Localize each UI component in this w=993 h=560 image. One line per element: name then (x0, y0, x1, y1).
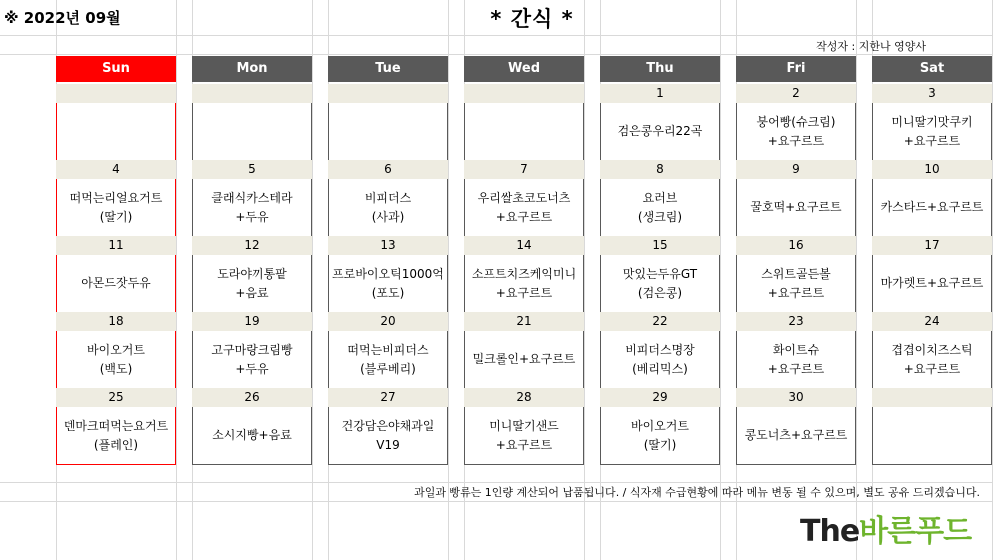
menu-cell-sat (872, 103, 992, 161)
menu-cell-thu (600, 179, 720, 237)
menu-item-text: V19 (376, 437, 400, 452)
date-cell-thu: 29 (600, 388, 720, 407)
menu-item-text: 콩도너츠+요구르트 (744, 428, 848, 442)
menu-item-text: 요러브 (642, 190, 678, 205)
menu-item-text: 꿀호떡+요구르트 (750, 200, 842, 214)
menu-item-text: +음료 (235, 285, 269, 300)
menu-cell-sun (56, 179, 176, 237)
day-header-mon: Mon (192, 56, 312, 82)
brand-logo (800, 506, 971, 550)
menu-cell-sat (872, 255, 992, 313)
menu-item-text: 우리쌀초코도너츠 (477, 190, 571, 205)
menu-item-text: +요구르트 (767, 361, 825, 376)
menu-item-text: 미니딸기샌드 (489, 418, 559, 433)
date-cell-tue: 20 (328, 312, 448, 331)
menu-item-text: 도라야끼통팥 (217, 266, 287, 281)
menu-item-text: 맛있는두유GT (622, 266, 698, 281)
date-cell-sun: 11 (56, 236, 176, 255)
menu-item-text: +요구르트 (767, 285, 825, 300)
date-cell-sun: 4 (56, 160, 176, 179)
menu-item-text: 소프트치즈케익미니 (471, 266, 577, 281)
brand-the: The (800, 514, 860, 549)
date-cell-fri: 30 (736, 388, 856, 407)
menu-item-text: +요구르트 (903, 133, 961, 148)
menu-item-text: 건강담은야채과일 (341, 418, 435, 433)
menu-item-text: +요구르트 (495, 209, 553, 224)
menu-item-text: 프로바이오틱1000억 (332, 266, 444, 281)
date-cell-sat: 17 (872, 236, 992, 255)
date-cell-mon (192, 84, 312, 103)
menu-cell-thu (600, 407, 720, 465)
menu-item-text: (생크림) (637, 209, 683, 224)
menu-item-text: 떠먹는비피더스 (347, 342, 429, 357)
menu-item-text: (검은콩) (637, 285, 683, 300)
menu-item-text: (딸기) (99, 209, 133, 224)
day-header-sun: Sun (56, 56, 176, 82)
menu-cell-mon (192, 331, 312, 389)
date-cell-fri: 9 (736, 160, 856, 179)
menu-item-text: 밀크롤인+요구르트 (472, 352, 576, 366)
menu-cell-fri (736, 179, 856, 237)
menu-cell-wed (464, 103, 584, 161)
day-header-tue: Tue (328, 56, 448, 82)
menu-item-text: (백도) (99, 361, 133, 376)
day-header-wed: Wed (464, 56, 584, 82)
menu-cell-tue (328, 255, 448, 313)
menu-cell-fri (736, 255, 856, 313)
date-cell-wed: 7 (464, 160, 584, 179)
date-cell-tue: 27 (328, 388, 448, 407)
date-cell-thu: 1 (600, 84, 720, 103)
brand-name: 바른푸드 (859, 514, 972, 549)
date-cell-sun: 18 (56, 312, 176, 331)
date-cell-mon: 19 (192, 312, 312, 331)
footnote: 과일과 빵류는 1인량 계산되어 납품됩니다. / 식자재 수급현황에 따라 메뉴 변동 될 수 있으며, 별도 공유 드리겠습니다. (414, 486, 980, 499)
page-title: * 간식 * (490, 7, 574, 31)
menu-cell-sun (56, 331, 176, 389)
date-cell-sat: 3 (872, 84, 992, 103)
date-cell-thu: 8 (600, 160, 720, 179)
date-cell-tue: 13 (328, 236, 448, 255)
day-header-sat: Sat (872, 56, 992, 82)
menu-cell-wed (464, 407, 584, 465)
menu-item-text: 마가렛트+요구르트 (880, 276, 984, 290)
menu-item-text: (딸기) (643, 437, 677, 452)
date-cell-mon: 12 (192, 236, 312, 255)
menu-cell-fri (736, 331, 856, 389)
menu-cell-fri (736, 103, 856, 161)
menu-item-text: 바이오거트 (87, 342, 145, 357)
menu-item-text: 카스타드+요구르트 (880, 200, 984, 214)
menu-cell-wed (464, 331, 584, 389)
date-cell-fri: 16 (736, 236, 856, 255)
date-cell-sat: 24 (872, 312, 992, 331)
menu-item-text: +요구르트 (495, 285, 553, 300)
menu-item-text: 겹겹이치즈스틱 (891, 342, 973, 357)
date-cell-sat (872, 388, 992, 407)
menu-cell-mon (192, 407, 312, 465)
menu-item-text: (포도) (371, 285, 405, 300)
date-cell-wed: 21 (464, 312, 584, 331)
menu-cell-tue (328, 407, 448, 465)
menu-item-text: 스위트골든볼 (761, 266, 831, 281)
date-cell-sun (56, 84, 176, 103)
date-cell-wed: 28 (464, 388, 584, 407)
menu-item-text: 바이오거트 (631, 418, 689, 433)
menu-cell-sat (872, 407, 992, 465)
author-label: 작성자 : 지한나 영양사 (816, 40, 926, 53)
date-cell-fri: 23 (736, 312, 856, 331)
menu-cell-sun (56, 103, 176, 161)
date-cell-sat: 10 (872, 160, 992, 179)
menu-cell-thu (600, 331, 720, 389)
date-cell-sun: 25 (56, 388, 176, 407)
date-cell-mon: 26 (192, 388, 312, 407)
menu-item-text: (사과) (371, 209, 405, 224)
menu-item-text: (베리믹스) (632, 361, 688, 376)
menu-cell-wed (464, 179, 584, 237)
menu-item-text: 고구마랑크림빵 (211, 342, 293, 357)
menu-item-text: +요구르트 (495, 437, 553, 452)
date-cell-thu: 22 (600, 312, 720, 331)
menu-item-text: 소시지빵+음료 (212, 428, 292, 442)
menu-cell-sat (872, 331, 992, 389)
menu-item-text: 화이트슈 (772, 342, 820, 357)
menu-cell-thu (600, 255, 720, 313)
menu-cell-thu (600, 103, 720, 161)
menu-cell-sun (56, 255, 176, 313)
date-cell-tue (328, 84, 448, 103)
menu-cell-mon (192, 179, 312, 237)
menu-item-text: 떠먹는리얼요거트 (69, 190, 163, 205)
menu-cell-mon (192, 103, 312, 161)
menu-item-text: +요구르트 (767, 133, 825, 148)
menu-cell-fri (736, 407, 856, 465)
date-cell-fri: 2 (736, 84, 856, 103)
month-label: ※ 2022년 09월 (4, 9, 121, 27)
menu-item-text: 미니딸기맛쿠키 (891, 114, 973, 129)
menu-item-text: +두유 (235, 209, 269, 224)
date-cell-mon: 5 (192, 160, 312, 179)
menu-item-text: (플레인) (93, 437, 139, 452)
menu-item-text: 붕어빵(슈크림) (756, 114, 836, 129)
date-cell-wed (464, 84, 584, 103)
menu-cell-tue (328, 179, 448, 237)
menu-cell-sun (56, 407, 176, 465)
menu-cell-wed (464, 255, 584, 313)
menu-item-text: (블루베리) (360, 361, 416, 376)
menu-cell-mon (192, 255, 312, 313)
menu-item-text: +두유 (235, 361, 269, 376)
menu-item-text: 덴마크떠먹는요거트 (63, 418, 169, 433)
menu-item-text: 아몬드잣두유 (81, 276, 151, 290)
menu-item-text: +요구르트 (903, 361, 961, 376)
menu-item-text: 클래식카스테라 (211, 190, 293, 205)
menu-cell-sat (872, 179, 992, 237)
menu-cell-tue (328, 331, 448, 389)
menu-item-text: 비피더스 (364, 190, 412, 205)
menu-item-text: 비피더스명장 (625, 342, 695, 357)
date-cell-wed: 14 (464, 236, 584, 255)
menu-item-text: 검은콩우리22곡 (617, 124, 703, 138)
date-cell-tue: 6 (328, 160, 448, 179)
menu-cell-tue (328, 103, 448, 161)
date-cell-thu: 15 (600, 236, 720, 255)
day-header-thu: Thu (600, 56, 720, 82)
day-header-fri: Fri (736, 56, 856, 82)
